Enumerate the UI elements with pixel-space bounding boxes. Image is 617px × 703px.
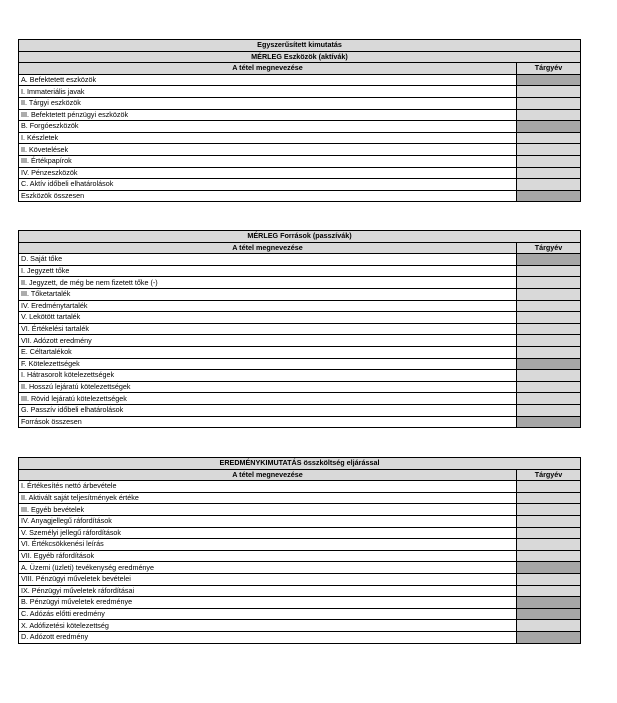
table-row — [19, 346, 581, 358]
table-row — [19, 620, 581, 632]
row-label: F. Kötelezettségek — [19, 358, 517, 370]
row-label: VIII. Pénzügyi műveletek bevételei — [19, 573, 517, 585]
row-value-cell — [517, 288, 581, 300]
row-value-cell — [517, 300, 581, 312]
table-title: EREDMÉNYKIMUTATÁS összköltség eljárással — [19, 458, 581, 470]
row-label: II. Aktivált saját teljesítmények értéke — [19, 492, 517, 504]
column-header-item-name: A tétel megnevezése — [19, 63, 517, 75]
table-row — [19, 370, 581, 382]
row-label: III. Tőketartalék — [19, 288, 517, 300]
row-value-cell — [517, 393, 581, 405]
table-title-row — [19, 40, 581, 52]
row-value-cell — [517, 597, 581, 609]
table-row — [19, 288, 581, 300]
row-label: VI. Értékcsökkenési leírás — [19, 539, 517, 551]
row-label: B. Pénzügyi műveletek eredménye — [19, 597, 517, 609]
row-label: II. Jegyzett, de még be nem fizetett tőke (-) — [19, 277, 517, 289]
table-row — [19, 608, 581, 620]
row-value-cell — [517, 167, 581, 179]
row-label: V. Lekötött tartalék — [19, 312, 517, 324]
row-value-cell — [517, 573, 581, 585]
row-label: IX. Pénzügyi műveletek ráfordításai — [19, 585, 517, 597]
row-label: III. Rövid lejáratú kötelezettségek — [19, 393, 517, 405]
table-row — [19, 381, 581, 393]
table-row — [19, 86, 581, 98]
table-row — [19, 358, 581, 370]
report-table — [18, 457, 581, 644]
row-value-cell — [517, 323, 581, 335]
row-label: II. Követelések — [19, 144, 517, 156]
row-value-cell — [517, 631, 581, 643]
table-row — [19, 323, 581, 335]
row-value-cell — [517, 620, 581, 632]
row-value-cell — [517, 74, 581, 86]
table-row — [19, 393, 581, 405]
row-label: I. Hátrasorolt kötelezettségek — [19, 370, 517, 382]
table-row — [19, 597, 581, 609]
table-row — [19, 481, 581, 493]
row-label: III. Befektetett pénzügyi eszközök — [19, 109, 517, 121]
row-value-cell — [517, 155, 581, 167]
row-label: IV. Eredménytartalék — [19, 300, 517, 312]
table-row — [19, 515, 581, 527]
row-value-cell — [517, 190, 581, 202]
row-label: C. Adózás előtti eredmény — [19, 608, 517, 620]
row-label: II. Hosszú lejáratú kötelezettségek — [19, 381, 517, 393]
table-title: MÉRLEG Eszközök (aktívák) — [19, 51, 581, 63]
assets-balance-table — [18, 39, 580, 202]
row-label: VI. Értékelési tartalék — [19, 323, 517, 335]
column-header-current-year: Tárgyév — [517, 63, 581, 75]
row-label: VII. Adózott eredmény — [19, 335, 517, 347]
table-row — [19, 404, 581, 416]
table-row — [19, 585, 581, 597]
row-label: Források összesen — [19, 416, 517, 428]
row-value-cell — [517, 381, 581, 393]
row-label: X. Adófizetési kötelezettség — [19, 620, 517, 632]
table-row — [19, 562, 581, 574]
table-title-row — [19, 51, 581, 63]
row-value-cell — [517, 416, 581, 428]
column-header-current-year: Tárgyév — [517, 242, 581, 254]
table-row — [19, 132, 581, 144]
row-label: D. Saját tőke — [19, 254, 517, 266]
table-row — [19, 265, 581, 277]
table-row — [19, 550, 581, 562]
row-label: III. Egyéb bevételek — [19, 504, 517, 516]
table-row — [19, 492, 581, 504]
row-value-cell — [517, 358, 581, 370]
row-value-cell — [517, 265, 581, 277]
row-label: E. Céltartalékok — [19, 346, 517, 358]
table-title-row — [19, 458, 581, 470]
row-label: C. Aktív időbeli elhatárolások — [19, 179, 517, 191]
row-value-cell — [517, 539, 581, 551]
table-row — [19, 335, 581, 347]
row-value-cell — [517, 492, 581, 504]
row-label: VII. Egyéb ráfordítások — [19, 550, 517, 562]
row-value-cell — [517, 109, 581, 121]
table-row — [19, 300, 581, 312]
column-header-item-name: A tétel megnevezése — [19, 242, 517, 254]
row-value-cell — [517, 86, 581, 98]
row-label: IV. Pénzeszközök — [19, 167, 517, 179]
table-row — [19, 190, 581, 202]
column-header-row — [19, 469, 581, 481]
row-value-cell — [517, 277, 581, 289]
row-value-cell — [517, 504, 581, 516]
row-label: I. Jegyzett tőke — [19, 265, 517, 277]
row-value-cell — [517, 550, 581, 562]
table-row — [19, 109, 581, 121]
table-row — [19, 74, 581, 86]
table-row — [19, 97, 581, 109]
row-value-cell — [517, 179, 581, 191]
table-row — [19, 179, 581, 191]
row-label: III. Értékpapírok — [19, 155, 517, 167]
liabilities-balance-table — [18, 230, 580, 428]
row-value-cell — [517, 346, 581, 358]
table-title-row — [19, 231, 581, 243]
row-value-cell — [517, 132, 581, 144]
table-row — [19, 527, 581, 539]
row-value-cell — [517, 312, 581, 324]
column-header-current-year: Tárgyév — [517, 469, 581, 481]
column-header-row — [19, 63, 581, 75]
income-statement-table — [18, 457, 580, 644]
row-value-cell — [517, 144, 581, 156]
row-label: V. Személyi jellegű ráfordítások — [19, 527, 517, 539]
row-label: II. Tárgyi eszközök — [19, 97, 517, 109]
row-value-cell — [517, 608, 581, 620]
table-row — [19, 155, 581, 167]
column-header-item-name: A tétel megnevezése — [19, 469, 517, 481]
row-value-cell — [517, 481, 581, 493]
row-label: I. Immateriális javak — [19, 86, 517, 98]
row-label: A. Befektetett eszközök — [19, 74, 517, 86]
row-value-cell — [517, 370, 581, 382]
row-label: A. Üzemi (üzleti) tevékenység eredménye — [19, 562, 517, 574]
row-label: G. Passzív időbeli elhatárolások — [19, 404, 517, 416]
row-label: Eszközök összesen — [19, 190, 517, 202]
row-value-cell — [517, 335, 581, 347]
row-label: I. Készletek — [19, 132, 517, 144]
report-table — [18, 230, 581, 428]
row-value-cell — [517, 404, 581, 416]
column-header-row — [19, 242, 581, 254]
table-row — [19, 416, 581, 428]
row-value-cell — [517, 254, 581, 266]
row-label: B. Forgóeszközök — [19, 121, 517, 133]
table-row — [19, 167, 581, 179]
table-title: Egyszerűsített kimutatás — [19, 40, 581, 52]
table-row — [19, 144, 581, 156]
table-row — [19, 121, 581, 133]
row-value-cell — [517, 585, 581, 597]
table-row — [19, 539, 581, 551]
row-label: IV. Anyagjellegű ráfordítások — [19, 515, 517, 527]
row-label: D. Adózott eredmény — [19, 631, 517, 643]
table-row — [19, 631, 581, 643]
table-title: MÉRLEG Források (passzívák) — [19, 231, 581, 243]
row-value-cell — [517, 97, 581, 109]
table-row — [19, 312, 581, 324]
row-value-cell — [517, 562, 581, 574]
table-row — [19, 277, 581, 289]
table-row — [19, 573, 581, 585]
table-row — [19, 254, 581, 266]
table-row — [19, 504, 581, 516]
row-label: I. Értékesítés nettó árbevétele — [19, 481, 517, 493]
report-table — [18, 39, 581, 202]
row-value-cell — [517, 527, 581, 539]
row-value-cell — [517, 121, 581, 133]
row-value-cell — [517, 515, 581, 527]
